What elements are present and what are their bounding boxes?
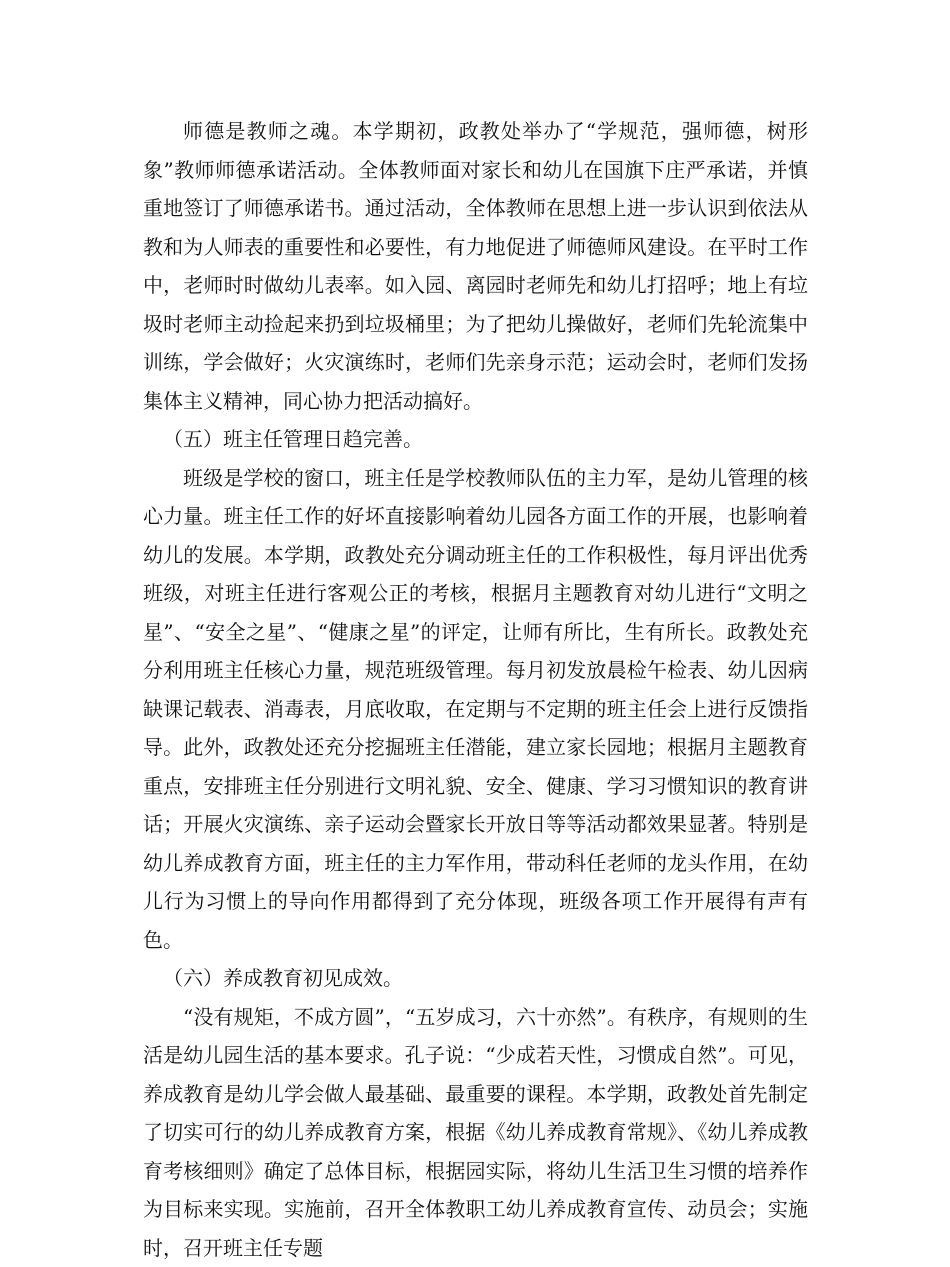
document-page [143, 112, 808, 1267]
section-heading-6: （六）养成教育初见成效。 [143, 959, 808, 998]
paragraph-habit-education: “没有规矩，不成方圆”，“五岁成习，六十亦然”。有秩序，有规则的生活是幼儿园生活的基本要求。孔子说：“少成若天性，习惯成自然”。可见，养成教育是幼儿学会做人最基础、最重要的课程。本学期，政教处首先制定了切实可行的幼儿养成教育方案，根据《幼儿养成教育常规》、《幼儿养成教育考核细则》确定了总体目标，根据园实际，将幼儿生活卫生习惯的培养作为目标来实现。实施前，召开全体教职工幼儿养成教育宣传、动员会；实施时，召开班主任专题 [143, 998, 808, 1267]
section-heading-5: （五）班主任管理日趋完善。 [143, 420, 808, 459]
paragraph-class-teacher-management: 班级是学校的窗口，班主任是学校教师队伍的主力军，是幼儿管理的核心力量。班主任工作的好坏直接影响着幼儿园各方面工作的开展，也影响着幼儿的发展。本学期，政教处充分调动班主任的工作积极性，每月评出优秀班级，对班主任进行客观公正的考核，根据月主题教育对幼儿进行“文明之星”、“安全之星”、“健康之星”的评定，让师有所比，生有所长。政教处充分利用班主任核心力量，规范班级管理。每月初发放晨检午检表、幼儿因病缺课记载表、消毒表，月底收取，在定期与不定期的班主任会上进行反馈指导。此外，政教处还充分挖掘班主任潜能，建立家长园地；根据月主题教育重点，安排班主任分别进行文明礼貌、安全、健康、学习习惯知识的教育讲话；开展火灾演练、亲子运动会暨家长开放日等等活动都效果显著。特别是幼儿养成教育方面，班主任的主力军作用，带动科任老师的龙头作用，在幼儿行为习惯上的导向作用都得到了充分体现，班级各项工作开展得有声有色。 [143, 459, 808, 960]
paragraph-teacher-ethics: 师德是教师之魂。本学期初，政教处举办了“学规范，强师德，树形象”教师师德承诺活动。全体教师面对家长和幼儿在国旗下庄严承诺，并慎重地签订了师德承诺书。通过活动，全体教师在思想上进一步认识到依法从教和为人师表的重要性和必要性，有力地促进了师德师风建设。在平时工作中，老师时时做幼儿表率。如入园、离园时老师先和幼儿打招呼；地上有垃圾时老师主动捡起来扔到垃圾桶里；为了把幼儿操做好，老师们先轮流集中训练，学会做好；火灾演练时，老师们先亲身示范；运动会时，老师们发扬集体主义精神，同心协力把活动搞好。 [143, 112, 808, 420]
